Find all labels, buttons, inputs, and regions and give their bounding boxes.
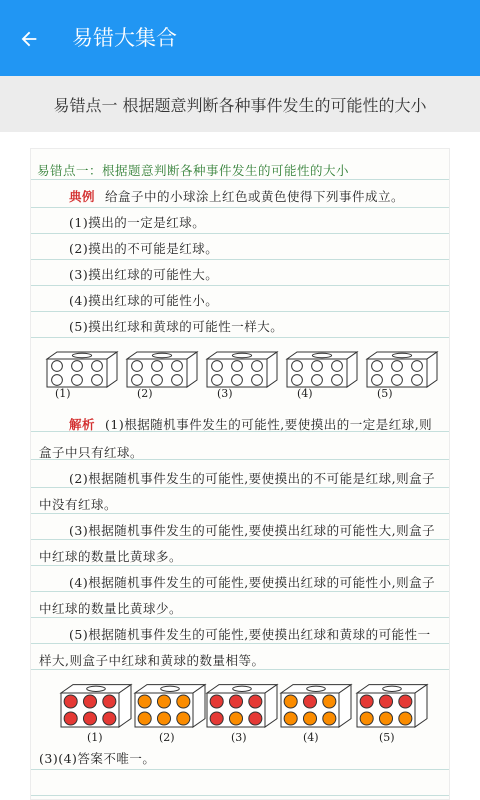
box-label-2: (2) [137,387,153,400]
question-1: (1)摸出的一定是红球。 [69,215,206,230]
ball [92,375,103,386]
ruled-line [31,539,450,540]
ball [292,375,303,386]
ball [52,361,63,372]
example-tag: 典例 [69,189,96,204]
ruled-line [31,233,450,234]
question-4: (4)摸出红球的可能性小。 [69,293,219,308]
ball [412,375,423,386]
ball [83,695,96,708]
ruled-line [31,669,450,670]
ruled-line [31,591,450,592]
analysis-line-2: 盒子中只有红球。 [39,445,144,460]
ruled-line [31,795,450,796]
answer-box-3 [207,685,277,727]
ball [72,375,83,386]
answer-box-2 [135,685,205,727]
ball [152,375,163,386]
ruled-line [31,643,450,644]
analysis-line-1: 解析 (1)根据随机事件发生的可能性,要使摸出的一定是红球,则 [69,417,433,432]
ball [323,712,336,725]
ball [210,695,223,708]
ball [103,712,116,725]
empty-box-5 [367,352,437,387]
ball [132,375,143,386]
question-2: (2)摸出的不可能是红球。 [69,241,219,256]
ball [177,695,190,708]
ball [332,375,343,386]
ruled-line [31,487,450,488]
ball [392,361,403,372]
analysis-line-3: (2)根据随机事件发生的可能性,要使摸出的不可能是红球,则盒子 [69,471,436,486]
question-3: (3)摸出红球的可能性大。 [69,267,219,282]
ball [249,695,262,708]
ruled-line [31,259,450,260]
ball [72,361,83,372]
answer-label-1: (1) [87,731,103,744]
answer-label-4: (4) [303,731,319,744]
ball [312,361,323,372]
ball [212,361,223,372]
box-label-5: (5) [377,387,393,400]
app-title: 易错大集合 [72,26,177,50]
ball [332,361,343,372]
topic-title: 易错点一 根据题意判断各种事件发生的可能性的大小 [53,95,427,115]
ball [157,712,170,725]
ruled-line [31,565,450,566]
ball [372,375,383,386]
note-title: 易错点一：根据题意判断各种事件发生的可能性的大小 [37,163,350,178]
analysis-tag: 解析 [69,417,96,432]
ball [229,712,242,725]
answer-box-4 [281,685,351,727]
ruled-line [31,337,450,338]
ball [360,695,373,708]
empty-box-3 [207,352,277,387]
analysis-line-5: (3)根据随机事件发生的可能性,要使摸出红球的可能性大,则盒子 [69,523,436,538]
footer-note: (3)(4)答案不唯一。 [39,751,156,766]
answer-label-5: (5) [379,731,395,744]
answer-box-5 [357,685,427,727]
ball [138,712,151,725]
ball [232,375,243,386]
ball [64,712,77,725]
ball [249,712,262,725]
ruled-line [31,285,450,286]
analysis-line-10: 样大,则盒子中红球和黄球的数量相等。 [39,653,265,668]
analysis-line-6: 中红球的数量比黄球多。 [39,549,183,564]
ball [303,712,316,725]
answer-box-1 [61,685,131,727]
ball [83,712,96,725]
box-label-1: (1) [55,387,71,400]
ball [303,695,316,708]
ball [212,375,223,386]
ball [157,695,170,708]
example-line [69,187,450,205]
topic-header [0,76,480,132]
ball [292,361,303,372]
ruled-line [31,617,450,618]
empty-box-row [31,345,450,405]
ruled-line [31,311,450,312]
ball [52,375,63,386]
ruled-line [31,179,450,180]
ball [172,361,183,372]
empty-box-1 [47,352,117,387]
answer-label-2: (2) [159,731,175,744]
ball [92,361,103,372]
ball [379,712,392,725]
question-5: (5)摸出红球和黄球的可能性一样大。 [69,319,284,334]
ball [232,361,243,372]
ball [177,712,190,725]
analysis-line-7: (4)根据随机事件发生的可能性,要使摸出红球的可能性小,则盒子 [69,575,436,590]
ruled-line [31,769,450,770]
example-text: 给盒子中的小球涂上红色或黄色使得下列事件成立。 [105,189,405,204]
ball [412,361,423,372]
ball [399,712,412,725]
ball [172,375,183,386]
box-label-4: (4) [297,387,313,400]
arrow-left-icon [18,28,40,50]
ball [64,695,77,708]
ball [372,361,383,372]
ball [103,695,116,708]
ball [323,695,336,708]
ball [312,375,323,386]
ball [252,361,263,372]
ball [229,695,242,708]
empty-box-2 [127,352,197,387]
ball [379,695,392,708]
ball [284,695,297,708]
ruled-line [31,513,450,514]
ruled-line [31,207,450,208]
ball [138,695,151,708]
box-label-3: (3) [217,387,233,400]
handwritten-note-image [30,148,450,800]
answer-box-row [31,677,450,747]
empty-box-4 [287,352,357,387]
back-button[interactable] [12,22,46,56]
app-bar [0,0,480,76]
answer-label-3: (3) [231,731,247,744]
analysis-line-8: 中红球的数量比黄球少。 [39,601,183,616]
analysis-line-4: 中没有红球。 [39,497,118,512]
ball [252,375,263,386]
analysis-line-9: (5)根据随机事件发生的可能性,要使摸出红球和黄球的可能性一 [69,627,431,642]
ball [210,712,223,725]
ball [360,712,373,725]
ball [392,375,403,386]
ball [284,712,297,725]
ball [132,361,143,372]
ball [399,695,412,708]
ball [152,361,163,372]
